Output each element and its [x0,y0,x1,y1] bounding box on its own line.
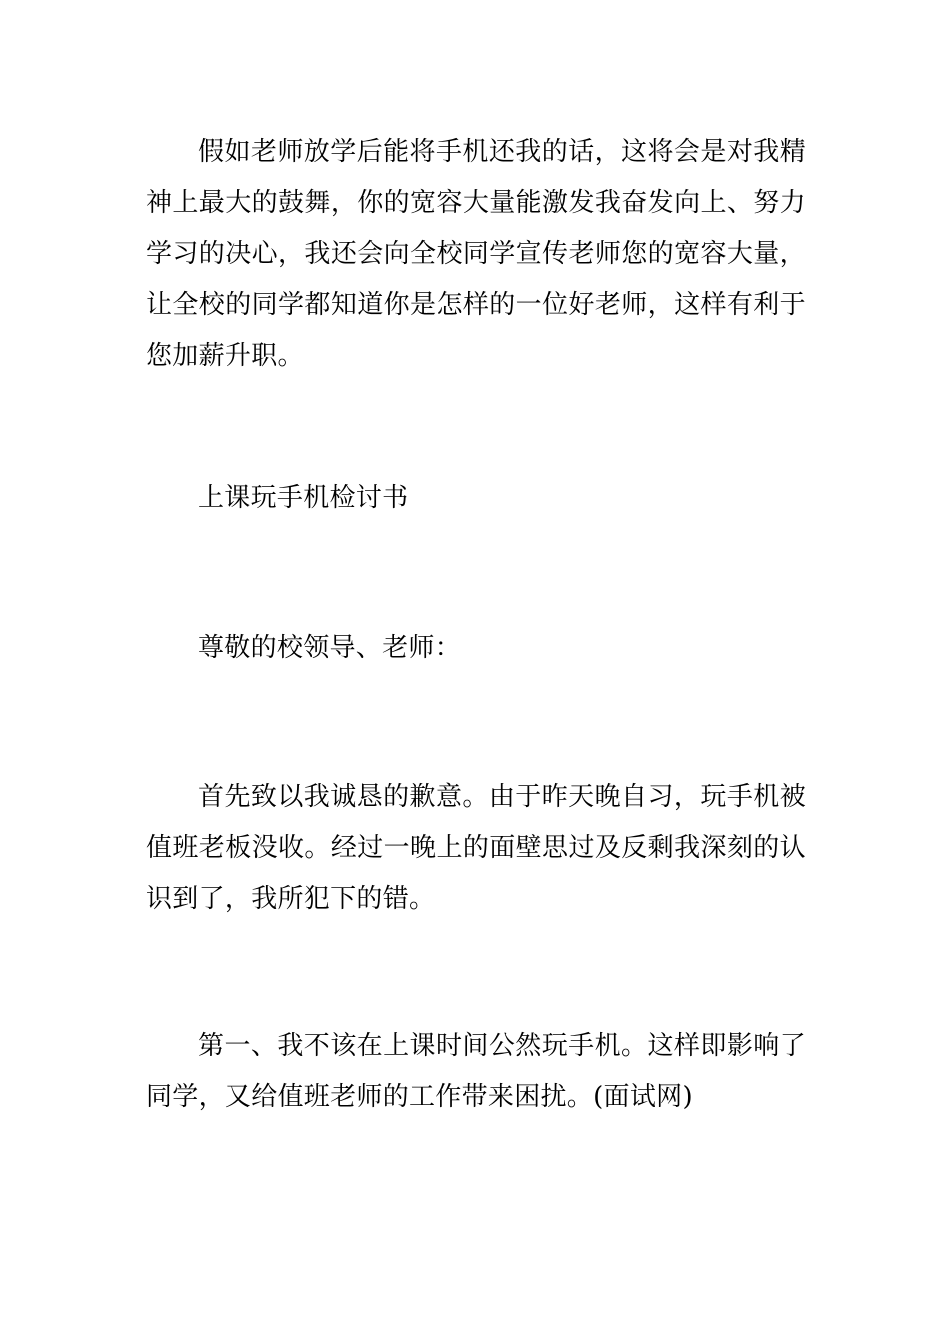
document-title: 上课玩手机检讨书 [198,483,409,513]
paragraph-promise: 假如老师放学后能将手机还我的话，这将会是对我精神上最大的鼓舞，你的宽容大量能激发我奋发向上、努力学习的决心，我还会向全校同学宣传老师您的宽容大量，让全校的同学都知道你是怎样的一位好老师，这样有利于您加薪升职。 [146,137,806,371]
salutation: 尊敬的校领导、老师： [198,633,462,663]
paragraph-apology: 首先致以我诚恳的歉意。由于昨天晚自习，玩手机被值班老板没收。经过一晚上的面壁思过及反剩我深刻的认识到了，我所犯下的错。 [146,782,806,914]
paragraph-first-point: 第一、我不该在上课时间公然玩手机。这样即影响了同学，又给值班老师的工作带来困扰。(面试网) [146,1031,806,1112]
